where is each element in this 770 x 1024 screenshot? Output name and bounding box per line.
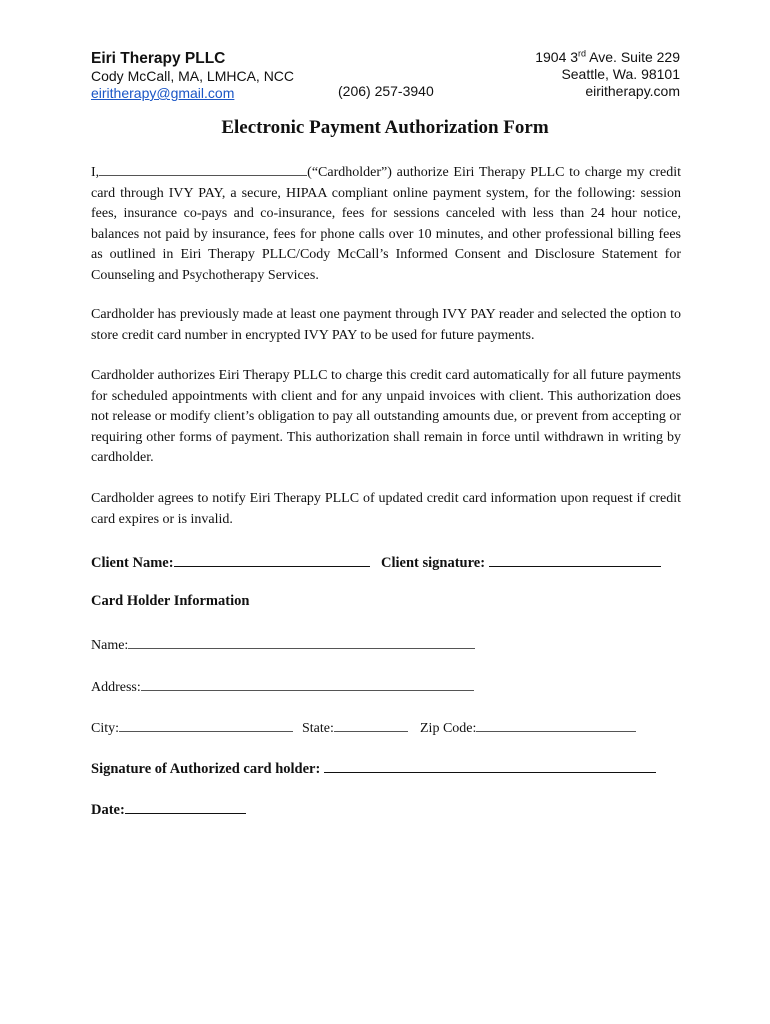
state-label: State:: [302, 721, 334, 736]
authorized-signature-label: Signature of Authorized card holder:: [91, 761, 321, 777]
form-title: Electronic Payment Authorization Form: [221, 117, 549, 138]
street-address: [535, 49, 680, 66]
header-left: [91, 49, 294, 102]
paragraph-authorization: [91, 161, 681, 287]
address-row: [91, 676, 474, 696]
card-holder-heading: Card Holder Information: [91, 593, 250, 609]
street-rest: Ave. Suite 229: [586, 49, 680, 65]
header-right: [535, 49, 680, 100]
zip-field[interactable]: [476, 717, 636, 732]
authorized-signature-field[interactable]: [324, 758, 656, 773]
client-name-row: [91, 552, 370, 572]
name-field[interactable]: [128, 634, 475, 649]
client-signature-row: [381, 552, 661, 572]
city-field[interactable]: [119, 717, 293, 732]
state-field[interactable]: [334, 717, 408, 732]
therapist-name: Cody McCall, MA, LMHCA, NCC: [91, 68, 295, 84]
paragraph-notify: Cardholder agrees to notify Eiri Therapy PLLC of updated credit card information upon request if credit card expires or is invalid.: [91, 491, 681, 527]
city-label: City:: [91, 721, 120, 736]
address-field[interactable]: [141, 676, 474, 691]
paragraph-authorization-text: (“Cardholder”) authorize Eiri Therapy PLLC to charge my credit card through IVY PAY, a secure, HIPAA compliant online payment system, for the following: session fees, insurance co-pays and co-insurance, fees for sessions canceled with less than 24 hour notice, balances not paid by insurance, fees for phone calls over 10 minutes, and other professional billing fees as outlined in Eiri Therapy PLLC/Cody McCall’s Informed Consent and Disclosure Statement for Counseling and Psychotherapy Services.: [91, 165, 681, 283]
city-row: [91, 717, 293, 737]
paragraph-previous-payment: Cardholder has previously made at least one payment through IVY PAY reader and selected the option to store credit card number in encrypted IVY PAY to be used for future payments.: [91, 307, 681, 343]
paragraph-prefix: I,: [91, 165, 100, 180]
client-name-field[interactable]: [174, 552, 370, 567]
city-line: Seattle, Wa. 98101: [561, 66, 680, 82]
name-row: [91, 634, 475, 654]
client-signature-label: Client signature:: [381, 555, 486, 571]
date-label: Date:: [91, 802, 125, 818]
date-row: [91, 799, 246, 819]
email-link[interactable]: eiritherapy@gmail.com: [91, 85, 235, 101]
name-label: Name:: [91, 638, 129, 653]
authorized-signature-row: [91, 758, 656, 778]
website: eiritherapy.com: [585, 83, 680, 99]
date-field[interactable]: [125, 799, 246, 814]
phone-number: (206) 257-3940: [338, 83, 434, 99]
paragraph-automatic-charge: Cardholder authorizes Eiri Therapy PLLC to charge this credit card automatically for all future payments for scheduled appointments with client and for any unpaid invoices with client. This authorization does not release or modify client’s obligation to pay all outstanding amounts due, or prevent from accepting or requiring other forms of payment. This authorization shall remain in force until withdrawn in writing by cardholder.: [91, 368, 681, 466]
ordinal-suffix: rd: [578, 48, 587, 59]
cardholder-name-blank[interactable]: [99, 161, 307, 176]
client-name-label: Client Name:: [91, 555, 174, 571]
street-number: 1904 3: [535, 49, 579, 65]
zip-label: Zip Code:: [420, 721, 477, 736]
company-name: Eiri Therapy PLLC: [91, 50, 226, 67]
address-label: Address:: [91, 680, 141, 695]
client-signature-field[interactable]: [489, 552, 661, 567]
state-row: [302, 717, 408, 737]
zip-row: [420, 717, 636, 737]
